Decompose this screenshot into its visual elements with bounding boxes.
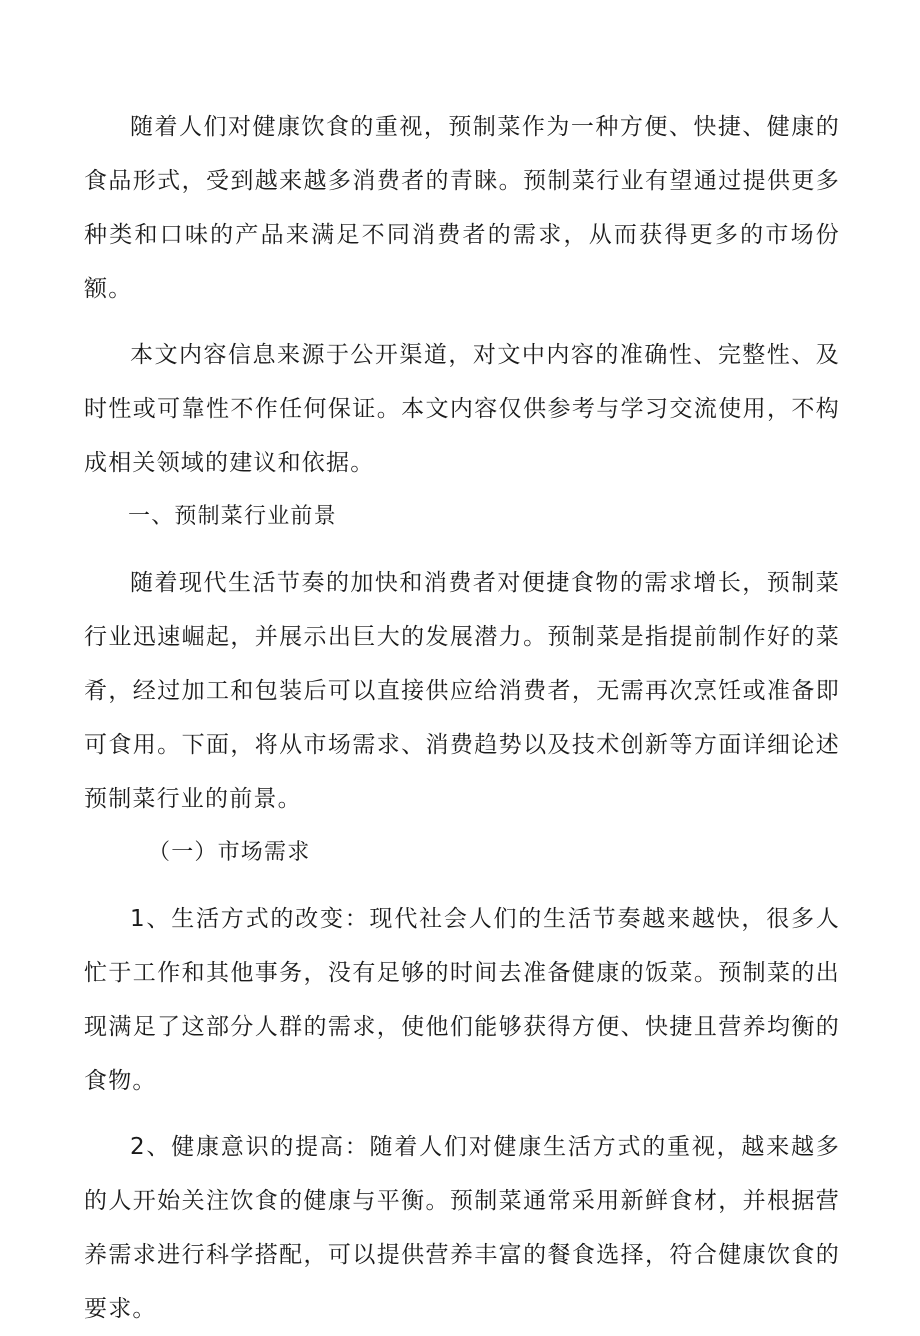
subsection-heading: （一）市场需求 <box>148 840 311 865</box>
point-2-paragraph: 2、健康意识的提高：随着人们对健康生活方式的重视，越来越多的人开始关注饮食的健康与平衡。预制菜通常采用新鲜食材，并根据营养需求进行科学搭配，可以提供营养丰富的餐食选择，符合健康饮食的要求。 <box>84 1134 840 1322</box>
point-1-paragraph: 1、生活方式的改变：现代社会人们的生活节奏越来越快，很多人忙于工作和其他事务，没有足够的时间去准备健康的饭菜。预制菜的出现满足了这部分人群的需求，使他们能够获得方便、快捷且营养均衡的食物。 <box>84 906 840 1094</box>
section-body-paragraph: 随着现代生活节奏的加快和消费者对便捷食物的需求增长，预制菜行业迅速崛起，并展示出巨大的发展潜力。预制菜是指提前制作好的菜肴，经过加工和包装后可以直接供应给消费者，无需再次烹饪或准备即可食用。下面，将从市场需求、消费趋势以及技术创新等方面详细论述预制菜行业的前景。 <box>84 570 840 812</box>
intro-paragraph: 随着人们对健康饮食的重视，预制菜作为一种方便、快捷、健康的食品形式，受到越来越多消费者的青睐。预制菜行业有望通过提供更多种类和口味的产品来满足不同消费者的需求，从而获得更多的市场份额。 <box>84 114 840 302</box>
document-page <box>84 100 840 1336</box>
section-heading: 一、预制菜行业前景 <box>128 504 337 529</box>
disclaimer-paragraph: 本文内容信息来源于公开渠道，对文中内容的准确性、完整性、及时性或可靠性不作任何保证。本文内容仅供参考与学习交流使用，不构成相关领域的建议和依据。 <box>84 342 840 476</box>
